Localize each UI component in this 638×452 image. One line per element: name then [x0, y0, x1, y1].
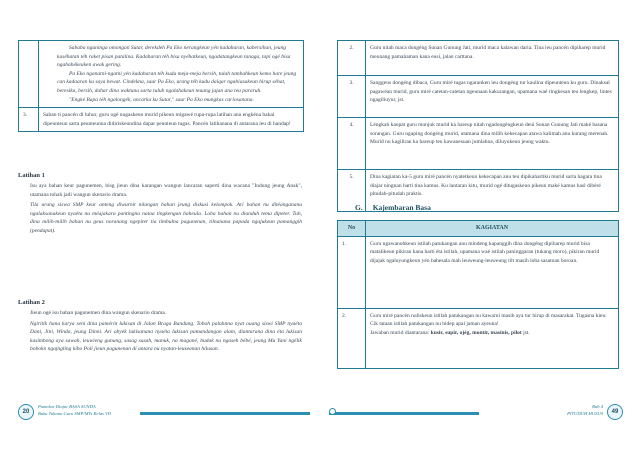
left-table — [18, 40, 304, 132]
chapter-title: PITUDUH HUSUS — [567, 410, 603, 416]
activities-table — [337, 40, 619, 212]
latihan-2-title: Latihan 2 — [18, 299, 45, 306]
caption-paragraph: Pa Eko nganatni-ngatni yén kadaharan téh kudu meja-meja bersih, tulah tambahkeun kemo hare jeung can kadaaran ku saya hewat. Cindekna, saur Pa Eko, urang téh kudu daiqar ngabiasakeun hirup séhat, beresika, bersih, dahar dina waktuna sarta tuluh ngalahakeun teuang jajan ana teu pararuh. — [57, 70, 297, 94]
row-number: 1. — [338, 236, 366, 308]
footer-dot — [329, 408, 336, 415]
latihan-1-scenario: Tila urang siswa SMP keur anteng diwurnit nilangan bahan jeung diskusi kelompok. Ari bahan nu ditéangananu ngalaksanakeun nyaéta nu méajakara pantingna nataa tingkengan baheula. Loba bahan nu dianduh tema dipeter. Tuh, dina milih-milih bahan nu geus noranang ngepiter tia timbulna pagunenan, tilnanana papada ngajukeun pamanggih (pendapat). — [30, 202, 302, 234]
footer-right — [529, 404, 603, 426]
row-number: 2. — [338, 41, 366, 76]
latihan-2-body — [30, 309, 302, 354]
row-text: Dina kagiatan ka-5 guru miré pancén nyatetkeun kekecapan anu teu dipikahartiku murid sarta hagara tina diajar ningnan harti tina kamus. Ku lantaran kitu, murid ogé ditugaskeun pikeun maké kamus hasl dibéré pitudah-pitudah praktis. — [366, 170, 619, 212]
footer-rule-right — [329, 412, 479, 415]
answer-tail: jst. — [523, 329, 530, 336]
kajembaran-table — [337, 220, 619, 369]
row-text: Saban ti pancén di luhur, guru ogé nugaskeun murid pikeun migawé rupa-rupa latihan anu engkéna bakal dipeunteun sarta peunteunna didiriskeundina dapar peunteun tugas. Pancén latihanana di antarana ieu di handap! — [39, 108, 304, 132]
section-letter: G. — [355, 203, 363, 212]
caption-paragraph: "Engké Bapa téh ngalongék, ancarka ku Sutar," saur Pa Eko mungkas cariosanana. — [69, 96, 254, 103]
caption-paragraph: Sababa nguninga omongan Sutar, derekdeh Pa Eko nerangkeun yén kadaharan, kabersihan, jeung kaséhatan téh raket pisan patalina. Kadaharan téh bisa nyéhatkeun, ngadatangkeun tanaga, tapi ogé bisa ngabahékeuken awak gering. — [57, 45, 291, 69]
caption-cell — [39, 41, 304, 108]
table-row — [338, 236, 619, 308]
task-text: Guru miré pancén nuliskeun istilah patukangan nu kawarni masih aya tur hirup di masarakat. Tugasna kieu: Cik tataan istilah patukangan nu hidep apal jaman ayeuna! Jawaban murid diantarana: — [370, 312, 607, 336]
row-text: Guru ngawanohkeun istilah patukangan anu mindeng kapanggih dina dongéng dipiharep murid bisa matalikeun pikiran kana harti éta istilah, upamana waé istilah paninggaran (tukang moro), pikiran murid dijajak ngaluyungkeun yén bahesala mah leuweung-leuweung tilt masih loba sasatoan boroan. — [366, 236, 619, 308]
table-header — [338, 221, 619, 237]
book-subtitle: Buku Tuhanu Guru SMP/MTs Kelas VII — [38, 410, 111, 416]
latihan-1-instruction: Isu aya bahan keur pagunemen, bisg jieun dina karangan wangun lancaran saperti dina wacana "Indung jeung Anak", utamana tohah jadi wangun skenario drama. — [30, 183, 302, 198]
chapter-label: Bab 4 — [592, 404, 603, 409]
page-number-right: 49 — [607, 404, 623, 420]
header-kagiatan: KAGIATAN — [366, 221, 619, 237]
latihan-2-scenario: Ngiritik hana karya seni dina pamérin lukisan di Jalan Braga Bandung. Toboh palahnna nyat ouang siswi SMP nyaéta Dani, Jini, Winda, jeung Dinni. Ari obyék lukisanana nyaéta lukisan pamandangan alam, diantarana dina éta lukisan kasimbong aya sawah, leuwieng gunung, sasag sasah, manuk, na magané, budak nu ngaseh bébé, jeung Mu Yani ngélik bobokn ngajngling kibo Poli jieun pagunenan di antara nu nyatan-leuseanan hilusan. — [30, 320, 302, 353]
header-no: No — [338, 221, 366, 237]
section-heading — [355, 203, 441, 212]
table-row — [338, 76, 619, 118]
row-text — [366, 308, 619, 368]
row-text: Léngkah kaopat guru munjuk murid ka hareup nitah ngadongéngkeun deui Sunan Gunung Jati maké basana sorangan. Guru ngaping dongéng murid, utamana dina milih kekecapan atawa kalimah anu kurang merenah. Murid nu kagiliran ka hareup teu kawanesuan jumlahna, diluyukeun jeung waktu. — [366, 118, 619, 170]
page-number-left: 20 — [18, 404, 34, 420]
row-number: 2. — [338, 308, 366, 368]
table-row — [338, 308, 619, 368]
latihan-1-body — [30, 182, 302, 236]
row-text: Sanggeus dongéng dibaca, Guru miré tugas ngaranken ieu dongéng tur kaulina dipeunteun ku guru. Dinaksal pagawéan murid, guru miré catetan-catetan ngeunaan kakurangan, upamana waé ringkesan teu lengkep, lintes ngagiliuyur, jst. — [366, 76, 619, 118]
footer-left — [38, 404, 111, 426]
footer-rule-left — [140, 412, 310, 415]
section-title: Kajembaran Basa — [372, 203, 431, 212]
right-page — [319, 0, 638, 452]
row-number: 4. — [338, 118, 366, 170]
latihan-1-title: Latihan 1 — [18, 172, 45, 179]
table-row — [338, 41, 619, 76]
row-text: Guru nitah maca dongéng Sunan Gunung Jati, murid maca kalawan daria. Tina ieu pancén dipiharep murid meunang pamahaman kana eusi, jalan carttana. — [366, 41, 619, 76]
book-title: Pamekar Diajar BASA SUNDA — [38, 404, 96, 409]
answer-terms: kusir, supir, ojég, montir, masinis, pilot — [430, 329, 522, 336]
row-number: 3. — [19, 108, 39, 132]
latihan-2-instruction: Jieun ogé isu bahan pagunemen dina wangun skenario drama. — [30, 310, 167, 316]
table-row — [338, 118, 619, 170]
row-number: 5. — [338, 170, 366, 212]
row-number: 3. — [338, 76, 366, 118]
